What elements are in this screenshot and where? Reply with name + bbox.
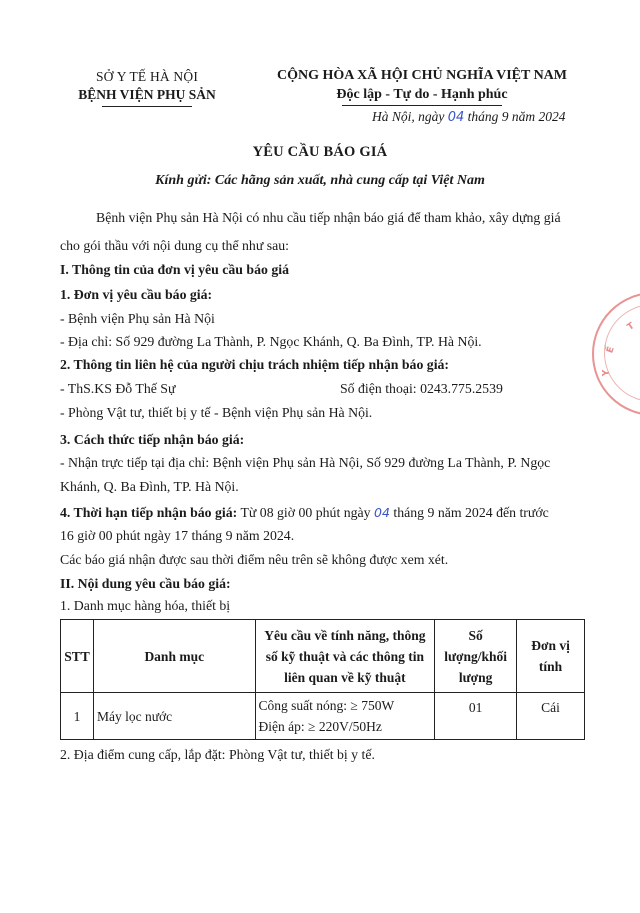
- col-spec: [255, 620, 435, 693]
- seal-glyph: Y: [601, 369, 612, 377]
- item4-text-b: tháng 9 năm 2024 đến trước: [393, 505, 549, 520]
- item4-line-2: 16 giờ 00 phút ngày 17 tháng 9 năm 2024.: [60, 528, 295, 543]
- recipient-text: Các hãng sản xuất, nhà cung cấp tại Việt Nam: [214, 173, 485, 188]
- col-unit: [517, 620, 585, 693]
- col-spec-line: số kỹ thuật và các thông tin: [265, 648, 424, 664]
- col-stt: STT: [61, 620, 94, 693]
- col-unit-line: tính: [538, 659, 563, 674]
- row-qty: 01: [435, 693, 517, 740]
- item1-heading: 1. Đơn vị yêu cầu báo giá:: [60, 287, 213, 302]
- issuer-block: [62, 68, 232, 107]
- contact-phone: Số điện thoại: 0243.775.2539: [340, 381, 503, 396]
- contact-person: - ThS.KS Đỗ Thế Sự: [60, 381, 176, 396]
- recipient-label: Kính gửi:: [155, 173, 212, 188]
- table-header-row: [61, 620, 585, 693]
- item3-heading: 3. Cách thức tiếp nhận báo giá:: [60, 432, 245, 447]
- row-spec-line: Điện áp: ≥ 220V/50Hz: [258, 719, 382, 734]
- date-suffix: tháng 9 năm 2024: [467, 109, 566, 124]
- nation-name: CỘNG HÒA XÃ HỘI CHỦ NGHĨA VIỆT NAM: [276, 68, 567, 83]
- item3-line-2: Khánh, Q. Ba Đình, TP. Hà Nội.: [60, 479, 239, 494]
- item3-line-1: - Nhận trực tiếp tại địa chỉ: Bệnh viện Phụ sản Hà Nội, Số 929 đường La Thành, P. Ngọc: [60, 455, 551, 470]
- col-qty-line: Số: [468, 627, 483, 643]
- recipient-line: [0, 173, 640, 189]
- row-spec: [255, 693, 435, 740]
- col-spec-line: Yêu cầu về tính năng, thông: [264, 627, 426, 643]
- item4-line-1: [60, 505, 549, 521]
- goods-table: [60, 619, 585, 740]
- seal-glyph: T: [625, 321, 637, 333]
- table-row: [61, 693, 585, 740]
- motto-underline: [342, 105, 502, 106]
- section2-sub2: 2. Địa điểm cung cấp, lắp đặt: Phòng Vật tư, thiết bị y tế.: [60, 747, 375, 762]
- col-qty-line: lượng: [458, 669, 493, 685]
- item4-heading: 4. Thời hạn tiếp nhận báo giá:: [60, 505, 238, 520]
- date-day-handwritten: 04: [447, 110, 465, 125]
- col-spec-line: liên quan về kỹ thuật: [284, 669, 406, 685]
- row-spec-line: Công suất nóng: ≥ 750W: [258, 698, 395, 713]
- col-unit-line: Đơn vị: [531, 638, 570, 653]
- col-name: Danh mục: [93, 620, 255, 693]
- item4-text-a: Từ 08 giờ 00 phút ngày: [240, 505, 371, 520]
- department-name: SỞ Y TẾ HÀ NỘI: [95, 69, 199, 84]
- intro-line-2: cho gói thầu với nội dung cụ thể như sau:: [60, 238, 289, 253]
- intro-line-1: Bệnh viện Phụ sản Hà Nội có nhu cầu tiếp nhận báo giá để tham khảo, xây dựng giá: [96, 210, 561, 225]
- issuer-underline: [102, 106, 192, 107]
- item1-address: - Địa chỉ: Số 929 đường La Thành, P. Ngọc Khánh, Q. Ba Đình, TP. Hà Nội.: [60, 334, 482, 349]
- contact-department: - Phòng Vật tư, thiết bị y tế - Bệnh viện Phụ sản Hà Nội.: [60, 405, 373, 420]
- col-qty-line: lượng/khối: [444, 648, 508, 664]
- late-submission-note: Các báo giá nhận được sau thời điểm nêu trên sẽ không được xem xét.: [60, 552, 449, 567]
- item4-day-handwritten: 04: [374, 505, 390, 520]
- seal-glyph: Ế: [605, 345, 617, 355]
- item1-unit: - Bệnh viện Phụ sản Hà Nội: [60, 311, 215, 326]
- row-unit: Cái: [517, 693, 585, 740]
- row-name: Máy lọc nước: [93, 693, 255, 740]
- item2-heading: 2. Thông tin liên hệ của người chịu trách nhiệm tiếp nhận báo giá:: [60, 357, 450, 372]
- national-motto-block: [262, 66, 582, 106]
- col-qty: [435, 620, 517, 693]
- section2-sub1: 1. Danh mục hàng hóa, thiết bị: [60, 598, 231, 613]
- row-stt: 1: [61, 693, 94, 740]
- document-title: YÊU CẦU BÁO GIÁ: [252, 144, 388, 160]
- date-prefix: Hà Nội, ngày: [372, 109, 445, 124]
- document-date: [372, 109, 566, 125]
- motto: Độc lập - Tự do - Hạnh phúc: [336, 87, 508, 102]
- section1-heading: I. Thông tin của đơn vị yêu cầu báo giá: [60, 262, 289, 277]
- section2-heading: II. Nội dung yêu cầu báo giá:: [60, 576, 231, 591]
- hospital-name: BỆNH VIỆN PHỤ SẢN: [78, 87, 216, 102]
